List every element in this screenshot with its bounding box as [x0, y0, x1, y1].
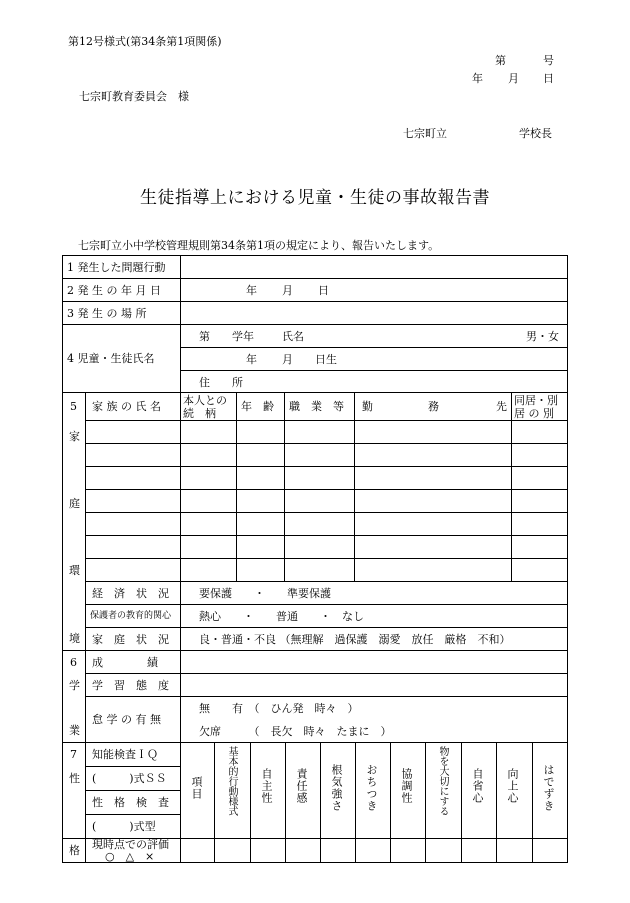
truancy-value-1: 無 有 （ ひん発 時々 ）: [199, 702, 359, 715]
intro-text: 七宗町立小中学校管理規則第34条第1項の規定により、報告いたします。: [78, 239, 440, 252]
date-month: 月: [508, 72, 519, 85]
trait-header-cooperation: 協調性: [400, 768, 413, 804]
study-attitude-label: 学 習 態 度: [92, 679, 169, 692]
character-side-char: 格: [69, 844, 80, 857]
row4-year: 年: [246, 353, 257, 366]
row2-label: 2 発 生 の 年 月 日: [67, 284, 161, 297]
truancy-value-2: 欠席 （ 長欠 時々 たまに ）: [199, 725, 392, 738]
family-col-name: 家 族 の 氏 名: [92, 400, 161, 413]
trait-header-item: 項目: [190, 776, 203, 800]
family-col-workplace: 先: [496, 400, 507, 413]
economy-label: 経 済 状 況: [92, 587, 169, 600]
evaluation-label: 現時点での評価: [92, 838, 169, 851]
row4-dai: 第: [199, 330, 210, 343]
row2-year: 年: [246, 284, 257, 297]
trait-header-calmness: おちつき: [365, 764, 378, 812]
school-side-char: 学: [69, 679, 80, 692]
trait-header-ambition: 向上心: [506, 768, 519, 804]
trait-header-responsibility: 責任感: [295, 768, 308, 804]
row4-label: 4 児童・生徒氏名: [67, 352, 155, 365]
economy-value: 要保護 ・ 準要保護: [199, 587, 331, 600]
family-col-cohabit: 同居・別: [514, 394, 558, 407]
row3-label: 3 発 生 の 場 所: [67, 307, 147, 320]
family-side-char: 環: [69, 564, 80, 577]
school-section-number: 6: [70, 656, 77, 669]
character-side-char: 性: [69, 772, 80, 785]
row1-label: 1 発生した問題行動: [67, 261, 166, 274]
school-side-char: 業: [69, 724, 80, 737]
doc-number-dai: 第: [495, 54, 506, 67]
home-status-label: 家 庭 状 況: [92, 633, 169, 646]
trait-header-independence: 自主性: [260, 768, 273, 804]
family-side-char: 家: [69, 430, 80, 443]
evaluation-marks: ○ △ ×: [105, 850, 155, 863]
guardian-interest-value: 熱心 ・ 普通 ・ なし: [199, 610, 364, 623]
family-section-number: 5: [70, 400, 77, 413]
row4-month: 月: [282, 353, 293, 366]
trait-header-care-for-things: 物を大切にする: [437, 746, 448, 816]
family-col-job: 職 業 等: [289, 400, 344, 413]
sender-title: 学校長: [519, 127, 552, 140]
row4-address-label: 住 所: [199, 376, 243, 389]
family-side-char: 庭: [69, 497, 80, 510]
form-number: 第12号様式(第34条第1項関係): [68, 35, 222, 48]
trait-header-self-reflection: 自省心: [471, 768, 484, 804]
family-col-relation: 本人との: [183, 394, 227, 407]
family-col-age: 年 齢: [241, 400, 274, 413]
family-col-workplace: 勤: [362, 400, 373, 413]
character-section-number: 7: [70, 748, 77, 761]
trait-header-flashiness: はでずき: [542, 764, 555, 812]
row4-grade: 学年: [232, 330, 254, 343]
personality-test-label: 性 格 検 査: [92, 796, 169, 809]
family-col-relation: 続 柄: [183, 407, 216, 420]
row4-born: 日生: [315, 353, 337, 366]
guardian-interest-label: 保護者の教育的関心: [90, 611, 172, 621]
row4-name-label: 氏名: [282, 330, 304, 343]
row2-month: 月: [282, 284, 293, 297]
sender-town: 七宗町立: [403, 127, 447, 140]
row2-day: 日: [318, 284, 329, 297]
trait-header-perseverance: 根気強さ: [330, 764, 343, 812]
document-title: 生徒指導上における児童・生徒の事故報告書: [140, 188, 490, 208]
doc-number-go: 号: [543, 54, 554, 67]
test-type-label: ( )式型: [92, 820, 156, 833]
row4-sex: 男・女: [526, 330, 559, 343]
family-col-cohabit: 居 の 別: [514, 407, 554, 420]
home-status-value: 良・普通・不良 （無理解 過保護 溺愛 放任 厳格 不和）: [199, 633, 511, 646]
date-day: 日: [543, 72, 554, 85]
ss-label: ( )式ＳＳ: [92, 772, 167, 785]
addressee: 七宗町教育委員会 様: [79, 90, 189, 103]
trait-header-basic-behavior: 基本的行動様式: [226, 746, 237, 816]
grades-label: 成 績: [92, 656, 158, 669]
family-side-char: 境: [69, 632, 80, 645]
date-year: 年: [472, 72, 483, 85]
truancy-label: 怠 学 の 有 無: [92, 713, 161, 726]
iq-label: 知能検査ＩＱ: [92, 748, 158, 761]
family-col-workplace: 務: [428, 400, 439, 413]
